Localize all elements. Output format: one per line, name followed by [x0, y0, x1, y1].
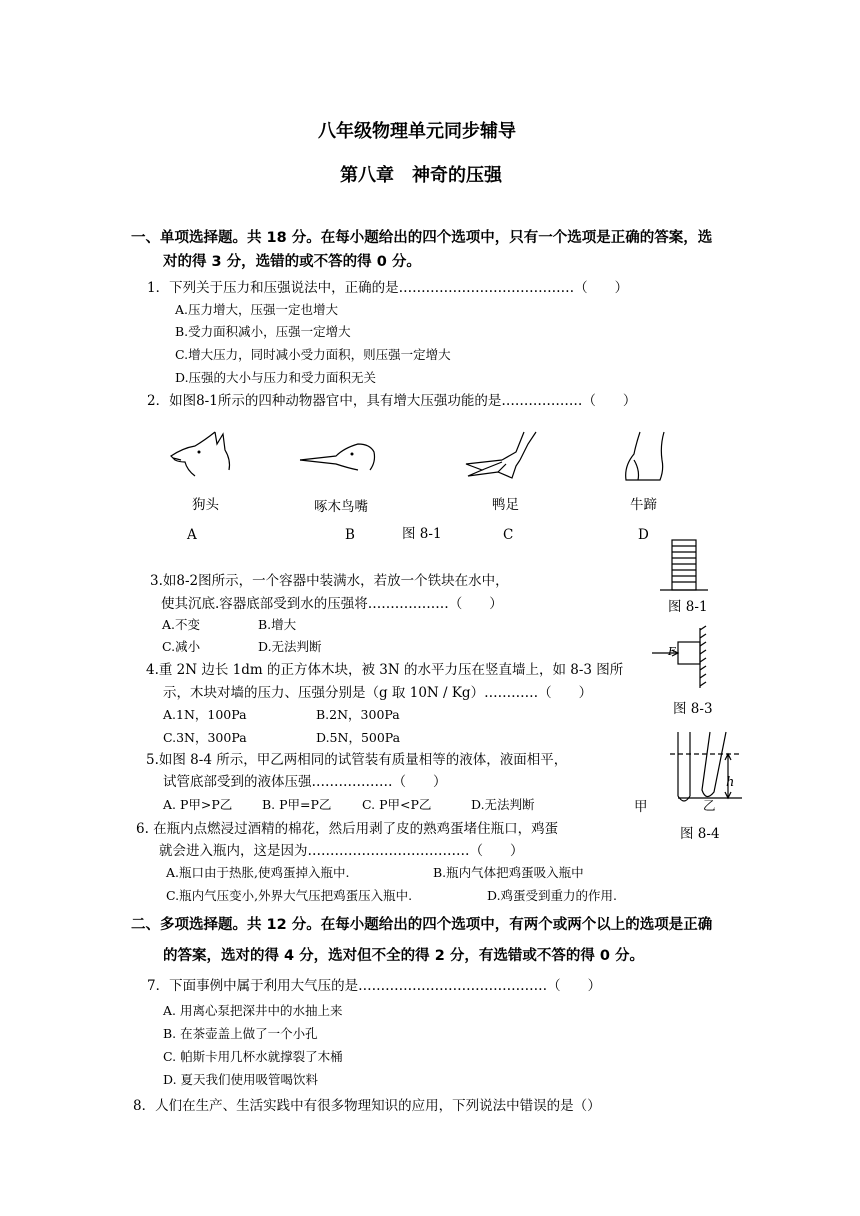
tube-label-jia: 甲 — [634, 799, 648, 815]
q1-stem: 1．下列关于压力和压强说法中，正确的是…………………………………（ ） — [147, 280, 629, 296]
q7-option-d: D. 夏天我们使用吸管喝饮料 — [163, 1072, 319, 1087]
fig81-letter-d: D — [638, 527, 649, 543]
fig84-caption: 图 8-4 — [680, 826, 720, 842]
q6-option-c: C.瓶内气压变小,外界大气压把鸡蛋压入瓶中. — [166, 888, 413, 903]
q5-option-a: A. P甲>P乙 — [163, 797, 233, 812]
q1-option-c: C.增大压力，同时减小受力面积，则压强一定增大 — [175, 347, 451, 362]
q4-option-a: A.1N，100Pa — [163, 707, 247, 722]
fig81-name-b: 啄木鸟嘴 — [314, 499, 368, 515]
q5-option-d: D.无法判断 — [471, 797, 535, 812]
container-drawing — [660, 538, 710, 594]
q1-option-d: D.压强的大小与压力和受力面积无关 — [175, 370, 377, 385]
q5-option-b: B. P甲=P乙 — [262, 797, 332, 812]
q1-option-a: A.压力增大，压强一定也增大 — [175, 302, 339, 317]
q3-stem-cont: 使其沉底.容器底部受到水的压强将………………（ ） — [161, 596, 503, 612]
fig81-name-c: 鸭足 — [492, 497, 519, 513]
q5-option-c: C. P甲<P乙 — [362, 797, 432, 812]
q6-stem-cont: 就会进入瓶内，这是因为………………………………（ ） — [159, 843, 524, 859]
fig81-name-d: 牛蹄 — [630, 497, 657, 513]
fig81-caption: 图 8-1 — [402, 526, 442, 542]
dog-head-drawing — [165, 430, 235, 480]
q7-stem: 7．下面事例中属于利用大气压的是……………………………………（ ） — [147, 978, 602, 994]
q3-option-b: B.增大 — [258, 617, 297, 632]
q5-stem: 5.如图 8-4 所示，甲乙两相同的试管装有质量相等的液体，液面相平， — [146, 752, 568, 768]
q4-stem-cont: 示，木块对墙的压力、压强分别是（g 取 10N / Kg）…………（ ） — [163, 685, 593, 701]
q4-option-d: D.5N，500Pa — [316, 730, 401, 745]
q7-option-a: A. 用离心泵把深井中的水抽上来 — [163, 1003, 343, 1018]
fig81-letter-a: A — [187, 527, 197, 543]
woodpecker-beak-drawing — [298, 438, 378, 472]
fig81-name-a: 狗头 — [192, 497, 219, 513]
chapter-title: 第八章 神奇的压强 — [340, 165, 502, 186]
q1-option-b: B.受力面积减小，压强一定增大 — [175, 324, 351, 339]
q3-option-c: C.减小 — [162, 639, 201, 654]
q4-option-b: B.2N，300Pa — [316, 707, 400, 722]
q6-stem: 6. 在瓶内点燃浸过酒精的棉花，然后用剥了皮的熟鸡蛋堵住瓶口，鸡蛋 — [136, 821, 559, 837]
q6-option-a: A.瓶口由于热胀,使鸡蛋掉入瓶中. — [166, 865, 350, 880]
q4-stem: 4.重 2N 边长 1dm 的正方体木块，被 3N 的水平力压在竖直墙上，如 8-3 图所 — [146, 662, 624, 678]
test-tubes-drawing — [652, 730, 744, 814]
section2-heading: 二、多项选择题。共 12 分。在每小题给出的四个选项中，有两个或两个以上的选项是正确 — [131, 917, 713, 933]
fig81-letter-b: B — [345, 527, 355, 543]
q8-stem: 8．人们在生产、生活实践中有很多物理知识的应用，下列说法中错误的是（） — [133, 1098, 601, 1114]
q3-option-a: A.不变 — [162, 617, 201, 632]
section1-heading-cont: 对的得 3 分，选错的或不答的得 0 分。 — [163, 254, 421, 270]
q3-stem: 3.如8-2图所示，一个容器中装满水，若放一个铁块在水中， — [150, 573, 509, 589]
q2-stem: 2．如图8-1所示的四种动物器官中，具有增大压强功能的是………………（ ） — [147, 393, 637, 409]
q6-option-d: D.鸡蛋受到重力的作用. — [487, 888, 618, 903]
duck-foot-drawing — [462, 430, 542, 482]
section1-heading: 一、单项选择题。共 18 分。在每小题给出的四个选项中，只有一个选项是正确的答案，选 — [131, 230, 713, 246]
section2-heading-cont: 的答案，选对的得 4 分，选对但不全的得 2 分，有选错或不答的得 0 分。 — [163, 948, 645, 964]
q3-option-d: D.无法判断 — [258, 639, 322, 654]
q7-option-c: C. 帕斯卡用几杯水就撑裂了木桶 — [163, 1049, 343, 1064]
height-label: h — [726, 775, 735, 790]
document-title: 八年级物理单元同步辅导 — [318, 121, 516, 142]
q5-stem-cont: 试管底部受到的液体压强………………（ ） — [163, 774, 447, 790]
cow-hoof-drawing — [620, 430, 670, 486]
force-label: F — [668, 645, 676, 658]
tube-label-yi: 乙 — [703, 798, 716, 813]
q7-option-b: B. 在茶壶盖上做了一个小孔 — [163, 1026, 318, 1041]
block-on-wall-drawing — [648, 626, 710, 690]
q4-option-c: C.3N，300Pa — [163, 730, 247, 745]
fig83-caption: 图 8-3 — [673, 701, 713, 717]
fig82-caption: 图 8-1 — [668, 599, 708, 615]
fig81-letter-c: C — [503, 527, 514, 543]
q6-option-b: B.瓶内气体把鸡蛋吸入瓶中 — [433, 865, 584, 880]
